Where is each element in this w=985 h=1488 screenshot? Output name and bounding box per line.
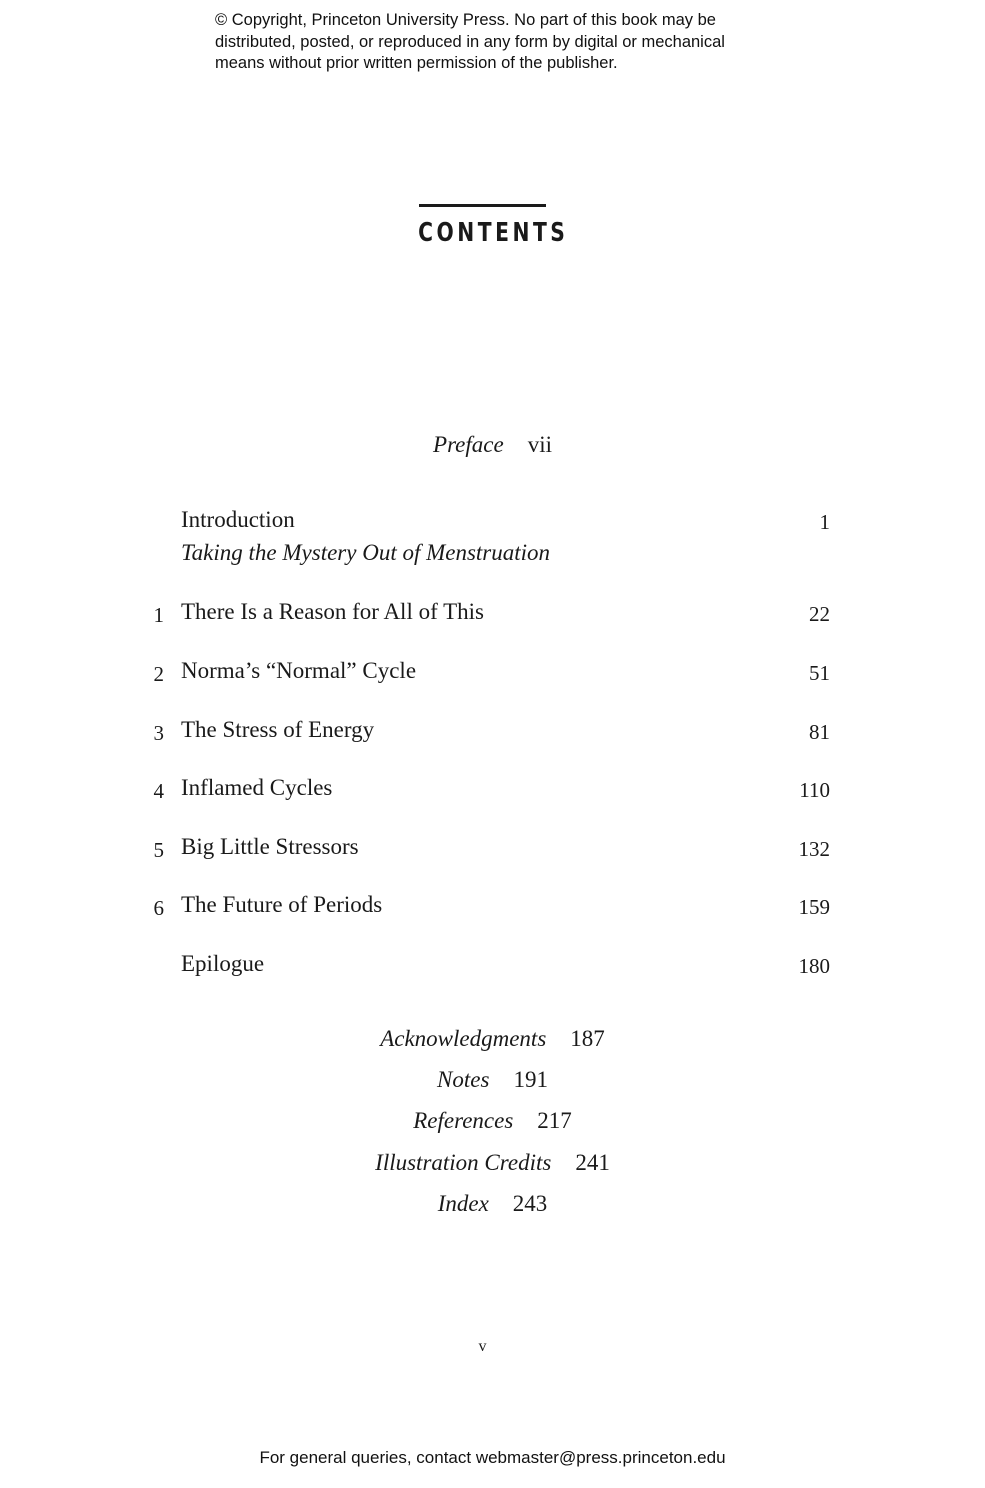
chapter-page: 110 (799, 778, 830, 802)
toc-entry-index[interactable] (0, 1189, 985, 1219)
chapter-title: Norma’s “Normal” Cycle (181, 658, 417, 683)
toc-chapter-6[interactable] (0, 890, 985, 922)
toc-entry-label: Index (437, 1191, 489, 1216)
chapter-title: The Stress of Energy (181, 717, 375, 742)
toc-entry-page: 187 (570, 1026, 605, 1051)
footer-contact: For general queries, contact webmaster@press.princeton.edu (259, 1448, 726, 1467)
chapter-number: 2 (153, 662, 164, 686)
toc-chapter-epilogue[interactable] (0, 949, 985, 981)
chapter-title: Inflamed Cycles (181, 775, 333, 800)
chapter-subtitle: Taking the Mystery Out of Menstruation (181, 540, 551, 565)
copyright-line: means without prior written permission of the publisher. (215, 54, 618, 72)
chapter-number: 3 (153, 721, 164, 745)
toc-entry-label: References (413, 1108, 514, 1133)
toc-entry-acknowledgments[interactable] (0, 1024, 985, 1054)
chapter-number: 5 (153, 838, 164, 862)
toc-entry-page: 217 (537, 1108, 572, 1133)
toc-entry-label: Notes (437, 1067, 490, 1092)
chapter-page: 1 (819, 510, 830, 534)
copyright-line: © Copyright, Princeton University Press. No part of this book may be (215, 11, 716, 29)
toc-entry-page: 191 (513, 1067, 548, 1092)
toc-entry-preface[interactable] (0, 430, 985, 460)
page-folio: v (478, 1338, 487, 1355)
chapter-page: 81 (809, 720, 830, 744)
toc-chapter-introduction[interactable] (0, 505, 985, 537)
chapter-title: Big Little Stressors (181, 834, 359, 859)
toc-entry-label: Illustration Credits (375, 1150, 552, 1175)
chapter-title: The Future of Periods (181, 892, 383, 917)
copyright-notice (215, 10, 855, 75)
toc-entry-page: 241 (575, 1150, 610, 1175)
toc-entry-page: vii (527, 432, 552, 457)
toc-entry-illustration-credits[interactable] (0, 1148, 985, 1178)
toc-entry-notes[interactable] (0, 1065, 985, 1095)
toc-chapter-2[interactable] (0, 656, 985, 688)
chapter-page: 132 (798, 837, 830, 861)
toc-chapter-3[interactable] (0, 715, 985, 747)
chapter-title: Epilogue (181, 951, 265, 976)
chapter-number: 4 (153, 779, 164, 803)
toc-chapter-4[interactable] (0, 773, 985, 805)
chapter-page: 22 (809, 602, 830, 626)
chapter-page: 51 (809, 661, 830, 685)
toc-entry-references[interactable] (0, 1106, 985, 1136)
title-rule (419, 204, 546, 207)
chapter-number: 1 (153, 603, 164, 627)
toc-entry-label: Acknowledgments (380, 1026, 547, 1051)
toc-entry-label: Preface (433, 432, 504, 457)
toc-entry-page: 243 (512, 1191, 548, 1216)
toc-chapter-5[interactable] (0, 832, 985, 864)
chapter-title: There Is a Reason for All of This (181, 599, 484, 624)
chapter-page: 159 (798, 895, 830, 919)
chapter-number: 6 (153, 896, 164, 920)
chapter-title: Introduction (181, 507, 295, 532)
toc-chapter-1[interactable] (0, 597, 985, 629)
chapter-page: 180 (798, 954, 830, 978)
copyright-line: distributed, posted, or reproduced in any form by digital or mechanical (215, 32, 725, 51)
page-title: CONTENTS (418, 218, 569, 248)
